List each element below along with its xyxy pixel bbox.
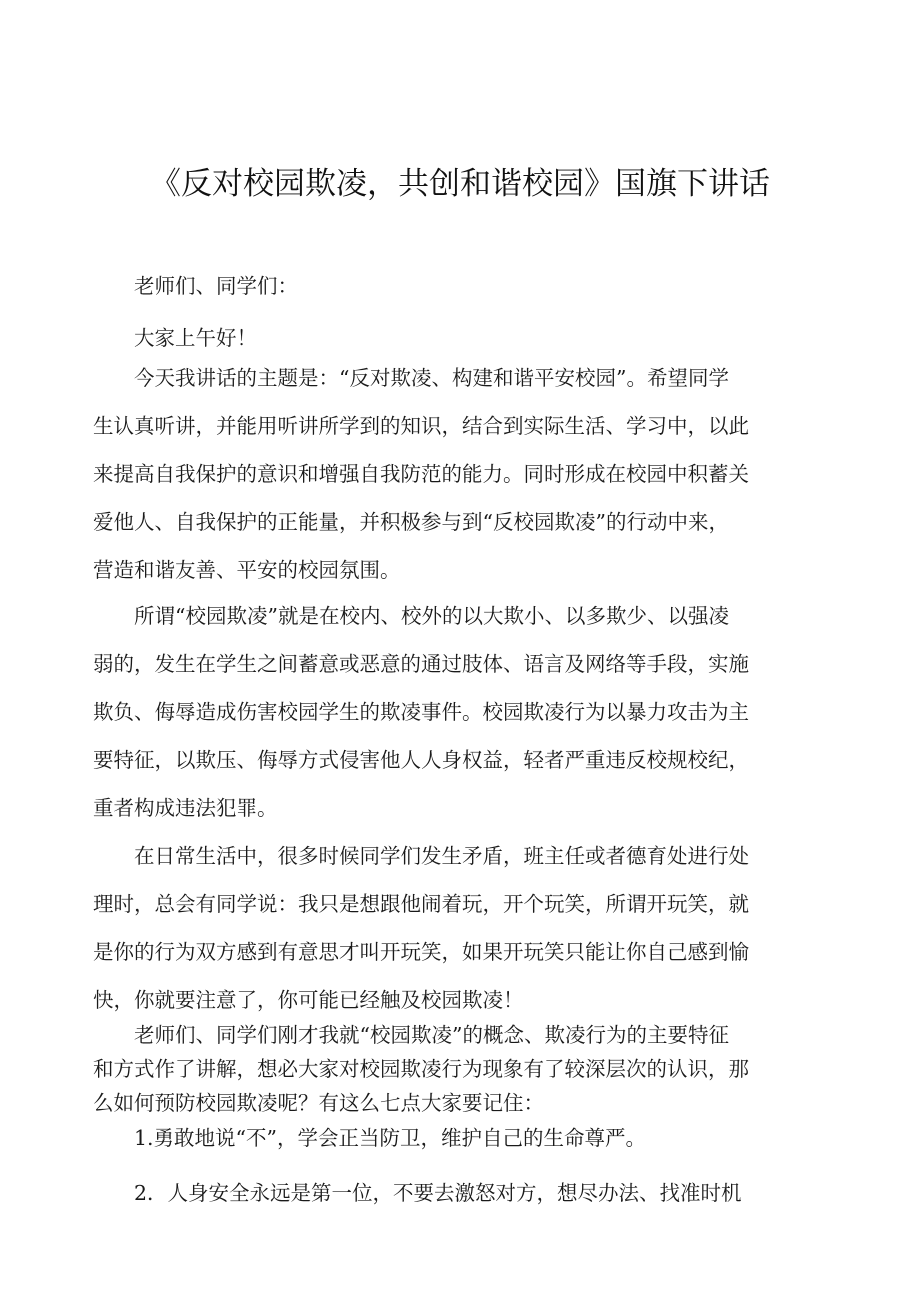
definition-paragraph [93, 592, 837, 832]
text-line: 老师们、同学们： [134, 274, 298, 298]
text-line: 理时，总会有同学说：我只是想跟他闹着玩，开个玩笑，所谓开玩笑，就 [93, 892, 749, 916]
point-one-paragraph [93, 1114, 837, 1162]
list-item [93, 1114, 837, 1162]
text-line: 今天我讲话的主题是：“反对欺凌、构建和谐平安校园”。希望同学 [134, 366, 729, 390]
daily-life-paragraph [93, 832, 837, 1024]
greeting-block [93, 262, 837, 362]
text-line: 是你的行为双方感到有意思才叫开玩笑，如果开玩笑只能让你自己感到愉 [93, 940, 749, 964]
text-line: 2．人身安全永远是第一位，不要去激怒对方，想尽办法、找准时机 [134, 1181, 742, 1205]
text-line: 重者构成违法犯罪。 [93, 796, 278, 820]
document-title: 《反对校园欺凌，共创和谐校园》国旗下讲话 [150, 166, 770, 202]
text-line: 所谓“校园欺凌”就是在校内、校外的以大欺小、以多欺少、以强凌 [134, 604, 729, 628]
text-line: 弱的，发生在学生之间蓄意或恶意的通过肢体、语言及网络等手段，实施 [93, 652, 749, 676]
text-line: 在日常生活中，很多时候同学们发生矛盾，班主任或者德育处进行处 [134, 844, 749, 868]
point-two-paragraph [93, 1169, 837, 1217]
text-line: 欺负、侮辱造成伤害校园学生的欺凌事件。校园欺凌行为以暴力攻击为主 [93, 700, 749, 724]
text-line: 生认真听讲，并能用听讲所学到的知识，结合到实际生活、学习中，以此 [93, 414, 749, 438]
list-item [93, 1169, 837, 1217]
paragraph-body [93, 832, 837, 1024]
text-line: 大家上午好！ [134, 326, 257, 350]
text-line: 1.勇敢地说“不”，学会正当防卫，维护自己的生命尊严。 [134, 1126, 647, 1150]
text-line: 要特征，以欺压、侮辱方式侵害他人人身权益，轻者严重违反校规校纪， [93, 748, 749, 772]
text-line: 爱他人、自我保护的正能量，并积极参与到“反校园欺凌”的行动中来， [93, 510, 729, 534]
text-line: 快，你就要注意了，你可能已经触及校园欺凌！ [93, 988, 524, 1012]
prevention-intro-paragraph [93, 1018, 837, 1120]
text-line: 么如何预防校园欺凌呢？有这么七点大家要记住： [93, 1091, 544, 1115]
text-line: 老师们、同学们刚才我就“校园欺凌”的概念、欺凌行为的主要特征 [134, 1023, 729, 1047]
paragraph-body [93, 354, 837, 594]
salutation-paragraph [93, 262, 837, 310]
text-line: 来提高自我保护的意识和增强自我防范的能力。同时形成在校园中积蓄关 [93, 462, 749, 486]
text-line: 和方式作了讲解，想必大家对校园欺凌行为现象有了较深层次的认识，那 [93, 1057, 749, 1081]
paragraph-body [93, 592, 837, 832]
text-line: 营造和谐友善、平安的校园氛围。 [93, 558, 401, 582]
paragraph-body [93, 1018, 837, 1120]
topic-paragraph [93, 354, 837, 594]
